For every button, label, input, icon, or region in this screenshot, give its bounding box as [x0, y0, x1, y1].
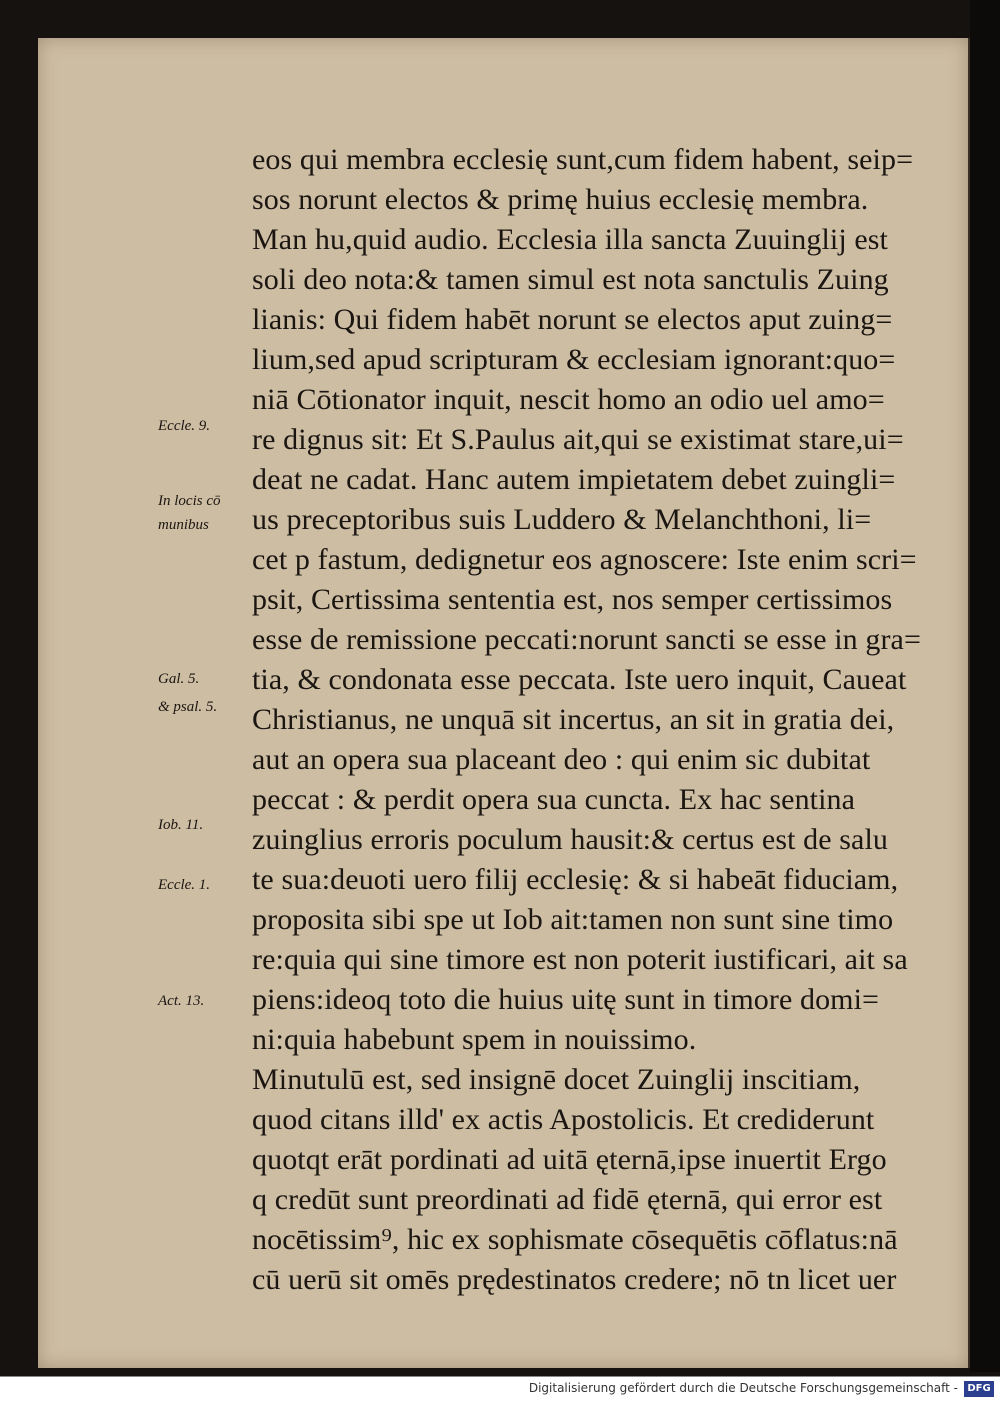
footer-credit: Digitalisierung gefördert durch die Deutsche Forschungsgemeinschaft -	[528, 1381, 958, 1395]
text-line: te sua:deuoti uero filij ecclesię: & si habeāt fiduciam,	[252, 863, 899, 896]
footer-bar	[0, 1376, 1000, 1401]
marginal-note: Eccle. 9.	[158, 418, 211, 434]
text-line: quotqt erāt pordinati ad uitā ęternā,ipse inuertit Ergo	[252, 1143, 887, 1176]
text-line: Christianus, ne unquā sit incertus, an sit in gratia dei,	[252, 703, 895, 736]
text-line: Minutulū est, sed insignē docet Zuinglij inscitiam,	[252, 1063, 861, 1096]
text-line: lianis: Qui fidem habēt norunt se electos aput zuing=	[252, 303, 893, 336]
text-line: cū uerū sit omēs prędestinatos credere; nō tn licet uer	[252, 1263, 897, 1296]
text-line: q credūt sunt preordinati ad fidē ęternā, qui error est	[252, 1183, 883, 1216]
text-line: Man hu,quid audio. Ecclesia illa sancta Zuuinglij est	[252, 223, 888, 256]
scan-border	[970, 0, 1000, 1372]
text-line: re:quia qui sine timore est non poterit iustificari, ait sa	[252, 943, 908, 976]
text-line: zuinglius erroris poculum hausit:& certus est de salu	[252, 823, 889, 856]
text-line: esse de remissione peccati:norunt sancti se esse in gra=	[252, 623, 921, 656]
text-line: quod citans illd' ex actis Apostolicis. Et crediderunt	[252, 1103, 875, 1136]
text-line: eos qui membra ecclesię sunt,cum fidem habent, seip=	[252, 143, 914, 176]
marginal-note: & psal. 5.	[158, 699, 218, 715]
text-line: peccat : & perdit opera sua cuncta. Ex hac sentina	[252, 783, 856, 816]
dfg-logo: DFG	[964, 1381, 994, 1397]
text-line: re dignus sit: Et S.Paulus ait,qui se existimat stare,ui=	[252, 423, 904, 456]
text-line: tia, & condonata esse peccata. Iste uero inquit, Caueat	[252, 663, 907, 696]
text-line: ni:quia habebunt spem in nouissimo.	[252, 1023, 697, 1056]
text-line: aut an opera sua placeant deo : qui enim sic dubitat	[252, 743, 871, 776]
text-line: sos norunt electos & primę huius ecclesię membra.	[252, 183, 869, 216]
marginal-note: Iob. 11.	[158, 817, 204, 833]
text-line: piens:ideoq toto die huius uitę sunt in timore domi=	[252, 983, 880, 1016]
marginal-note: In locis cō	[158, 493, 221, 509]
text-line: deat ne cadat. Hanc autem impietatem debet zuingli=	[252, 463, 896, 496]
text-line: niā Cōtionator inquit, nescit homo an odio uel amo=	[252, 383, 885, 416]
marginal-note: Act. 13.	[158, 993, 205, 1009]
marginal-note: Gal. 5.	[158, 671, 200, 687]
text-line: psit, Certissima sententia est, nos semper certissimos	[252, 583, 893, 616]
text-line: cet p fastum, dedignetur eos agnoscere: Iste enim scri=	[252, 543, 917, 576]
marginal-note: munibus	[158, 517, 209, 533]
text-line: lium,sed apud scripturam & ecclesiam ignorant:quo=	[252, 343, 896, 376]
text-line: soli deo nota:& tamen simul est nota sanctulis Zuing	[252, 263, 889, 296]
marginal-note: Eccle. 1.	[158, 877, 211, 893]
text-line: nocētissim⁹, hic ex sophismate cōsequētis cōflatus:nā	[252, 1223, 898, 1256]
text-line: us preceptoribus suis Luddero & Melanchthoni, li=	[252, 503, 872, 536]
text-line: proposita sibi spe ut Iob ait:tamen non sunt sine timo	[252, 903, 894, 936]
